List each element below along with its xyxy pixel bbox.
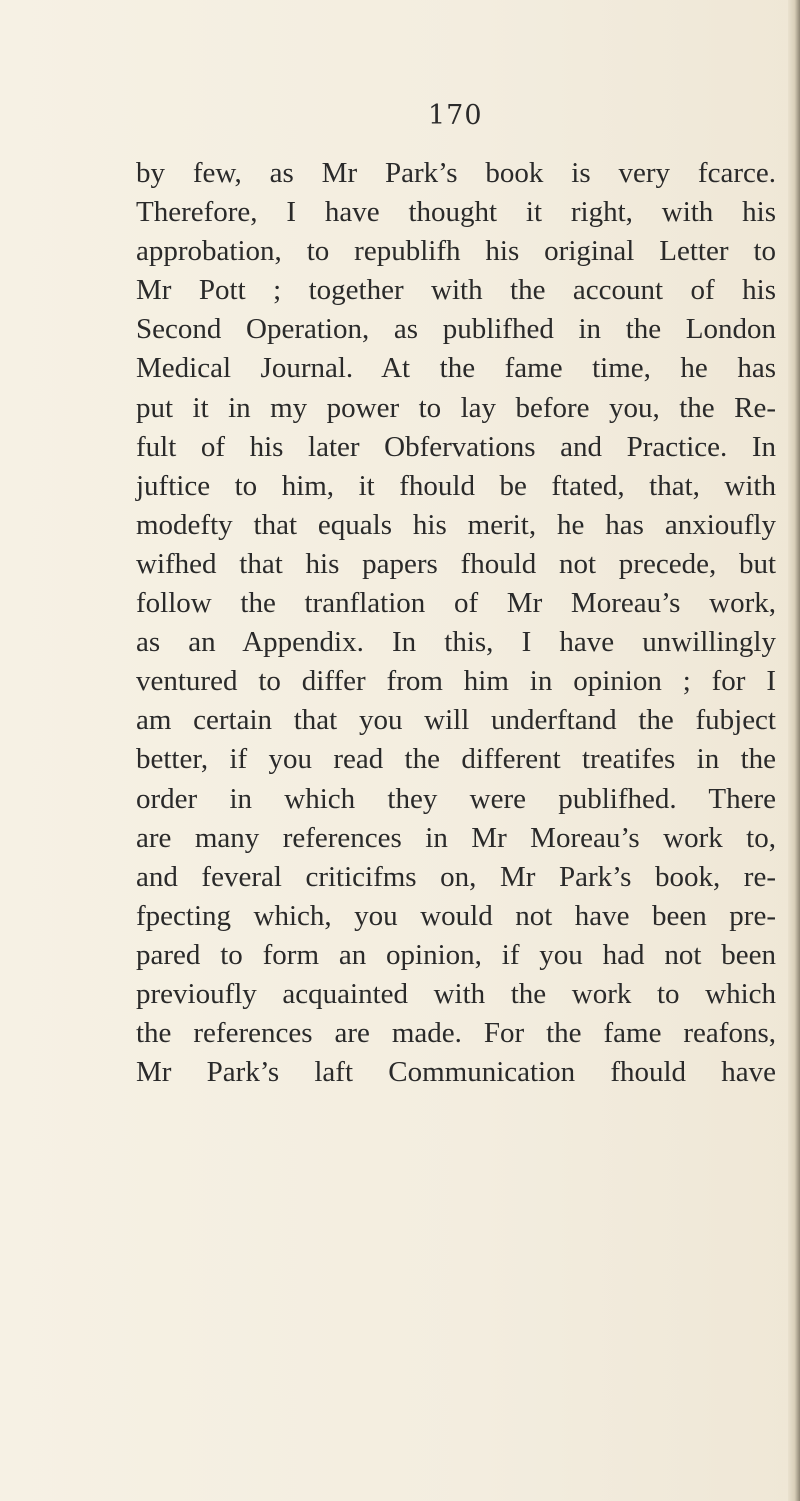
text-line: Mr Pott ; together with the account of his [136,274,776,307]
text-line: as an Appendix. In this, I have unwillingly [136,626,776,659]
text-line: pared to form an opinion, if you had not been [136,938,776,971]
text-line: Therefore, I have thought it right, with his [136,196,776,229]
text-line: follow the tranflation of Mr Moreau’s work, [136,587,776,620]
text-line: previoufly acquainted with the work to which [136,977,776,1010]
text-line: the references are made. For the fame reafons, [136,1017,776,1050]
text-line: wifhed that his papers fhould not precede, but [136,547,776,580]
text-line: Second Operation, as publifhed in the London [136,313,776,346]
body-text [136,154,776,1092]
text-line: approbation, to republifh his original Letter to [136,235,776,268]
text-line: juftice to him, it fhould be ftated, that, with [136,469,776,502]
page-number: 170 [428,100,483,131]
text-line: order in which they were publifhed. There [136,782,776,815]
text-line: fpecting which, you would not have been pre- [136,899,776,932]
page-edge-shadow [788,0,800,1501]
text-line: and feveral criticifms on, Mr Park’s book, re- [136,860,776,893]
text-line: am certain that you will underftand the fubject [136,704,776,737]
text-line: Mr Park’s laft Communication fhould have [136,1056,776,1089]
text-line: are many references in Mr Moreau’s work to, [136,821,776,854]
text-line: fult of his later Obfervations and Practice. In [136,430,776,463]
text-line: put it in my power to lay before you, the Re- [136,391,776,424]
text-line: ventured to differ from him in opinion ; for I [136,665,776,698]
text-line: Medical Journal. At the fame time, he has [136,352,776,385]
text-line: by few, as Mr Park’s book is very fcarce. [136,157,776,189]
text-line: better, if you read the different treatifes in the [136,743,776,776]
text-line: modefty that equals his merit, he has anxioufly [136,508,776,541]
